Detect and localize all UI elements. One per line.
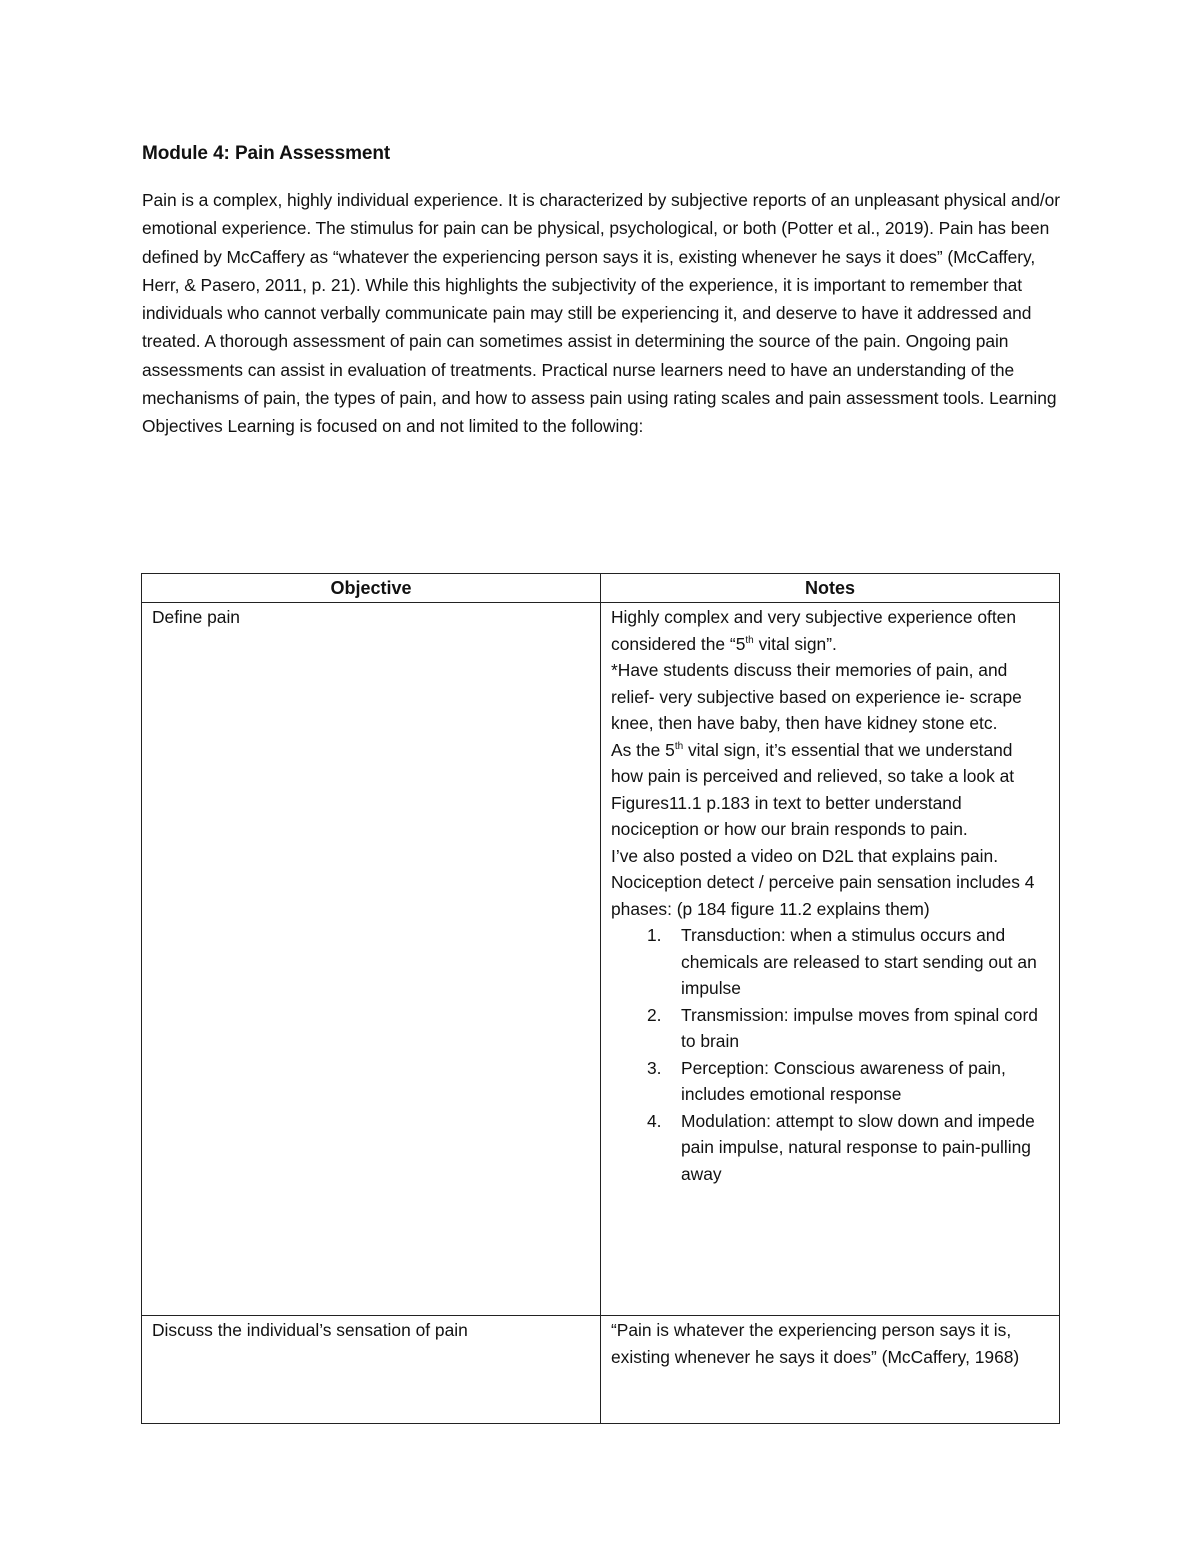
table-header-row	[142, 574, 1060, 603]
list-item: 3. Perception: Conscious awareness of pain, includes emotional response	[647, 1057, 1006, 1104]
note-video: I’ve also posted a video on D2L that explains pain.	[611, 845, 999, 866]
intro-paragraph: Pain is a complex, highly individual experience. It is characterized by subjective reports of an unpleasant physical and/or emotional experience. The stimulus for pain can be physical, psychological, or both (Potter et al., 2019). Pain has been defined by McCaffery as “whatever the experiencing person says it is, existing whenever he says it does” (McCaffery, Herr, & Pasero, 2011, p. 21). While this highlights the subjectivity of the experience, it is important to remember that individuals who cannot verbally communicate pain may still be experiencing it, and deserve to have it addressed and treated. A thorough assessment of pain can sometimes assist in determining the source of the pain. Ongoing pain assessments can assist in evaluation of treatments. Practical nurse learners need to have an understanding of the mechanisms of pain, the types of pain, and how to assess pain using rating scales and pain assessment tools. Learning Objectives Learning is focused on and not limited to the following:	[142, 190, 1060, 437]
note-definition: Highly complex and very subjective experience often considered the “5th vital sign”.	[611, 607, 1017, 654]
list-item: 1. Transduction: when a stimulus occurs and chemicals are released to start sending out an impulse	[647, 925, 1037, 998]
table-row	[142, 603, 1060, 1316]
table-row	[142, 1316, 1060, 1424]
notes-cell: “Pain is whatever the experiencing person says it is, existing whenever he says it does” (McCaffery, 1968)	[601, 1316, 1060, 1424]
notes-column-header: Notes	[601, 574, 1060, 603]
note-discussion: *Have students discuss their memories of pain, and relief- very subjective based on experience ie- scrape knee, then have baby, then have kidney stone etc.	[611, 660, 1022, 733]
objectives-table	[141, 573, 1060, 1424]
notes-cell	[601, 603, 1060, 1316]
list-item: 4. Modulation: attempt to slow down and impede pain impulse, natural response to pain-pulling away	[647, 1110, 1035, 1184]
objective-column-header: Objective	[142, 574, 601, 603]
page-title: Module 4: Pain Assessment	[142, 143, 391, 164]
objective-cell: Discuss the individual’s sensation of pain	[142, 1316, 601, 1424]
note-nociception: Nociception detect / perceive pain sensation includes 4 phases: (p 184 figure 11.2 explains them)	[611, 872, 1035, 919]
phases-list	[611, 922, 1049, 1187]
list-item: 2. Transmission: impulse moves from spinal cord to brain	[647, 1004, 1038, 1051]
objective-cell: Define pain	[142, 603, 601, 1316]
note-vital-sign: As the 5th vital sign, it’s essential that we understand how pain is perceived and relieved, so take a look at Figures11.1 p.183 in text to better understand nociception or how our brain responds to pain.	[611, 739, 1015, 839]
